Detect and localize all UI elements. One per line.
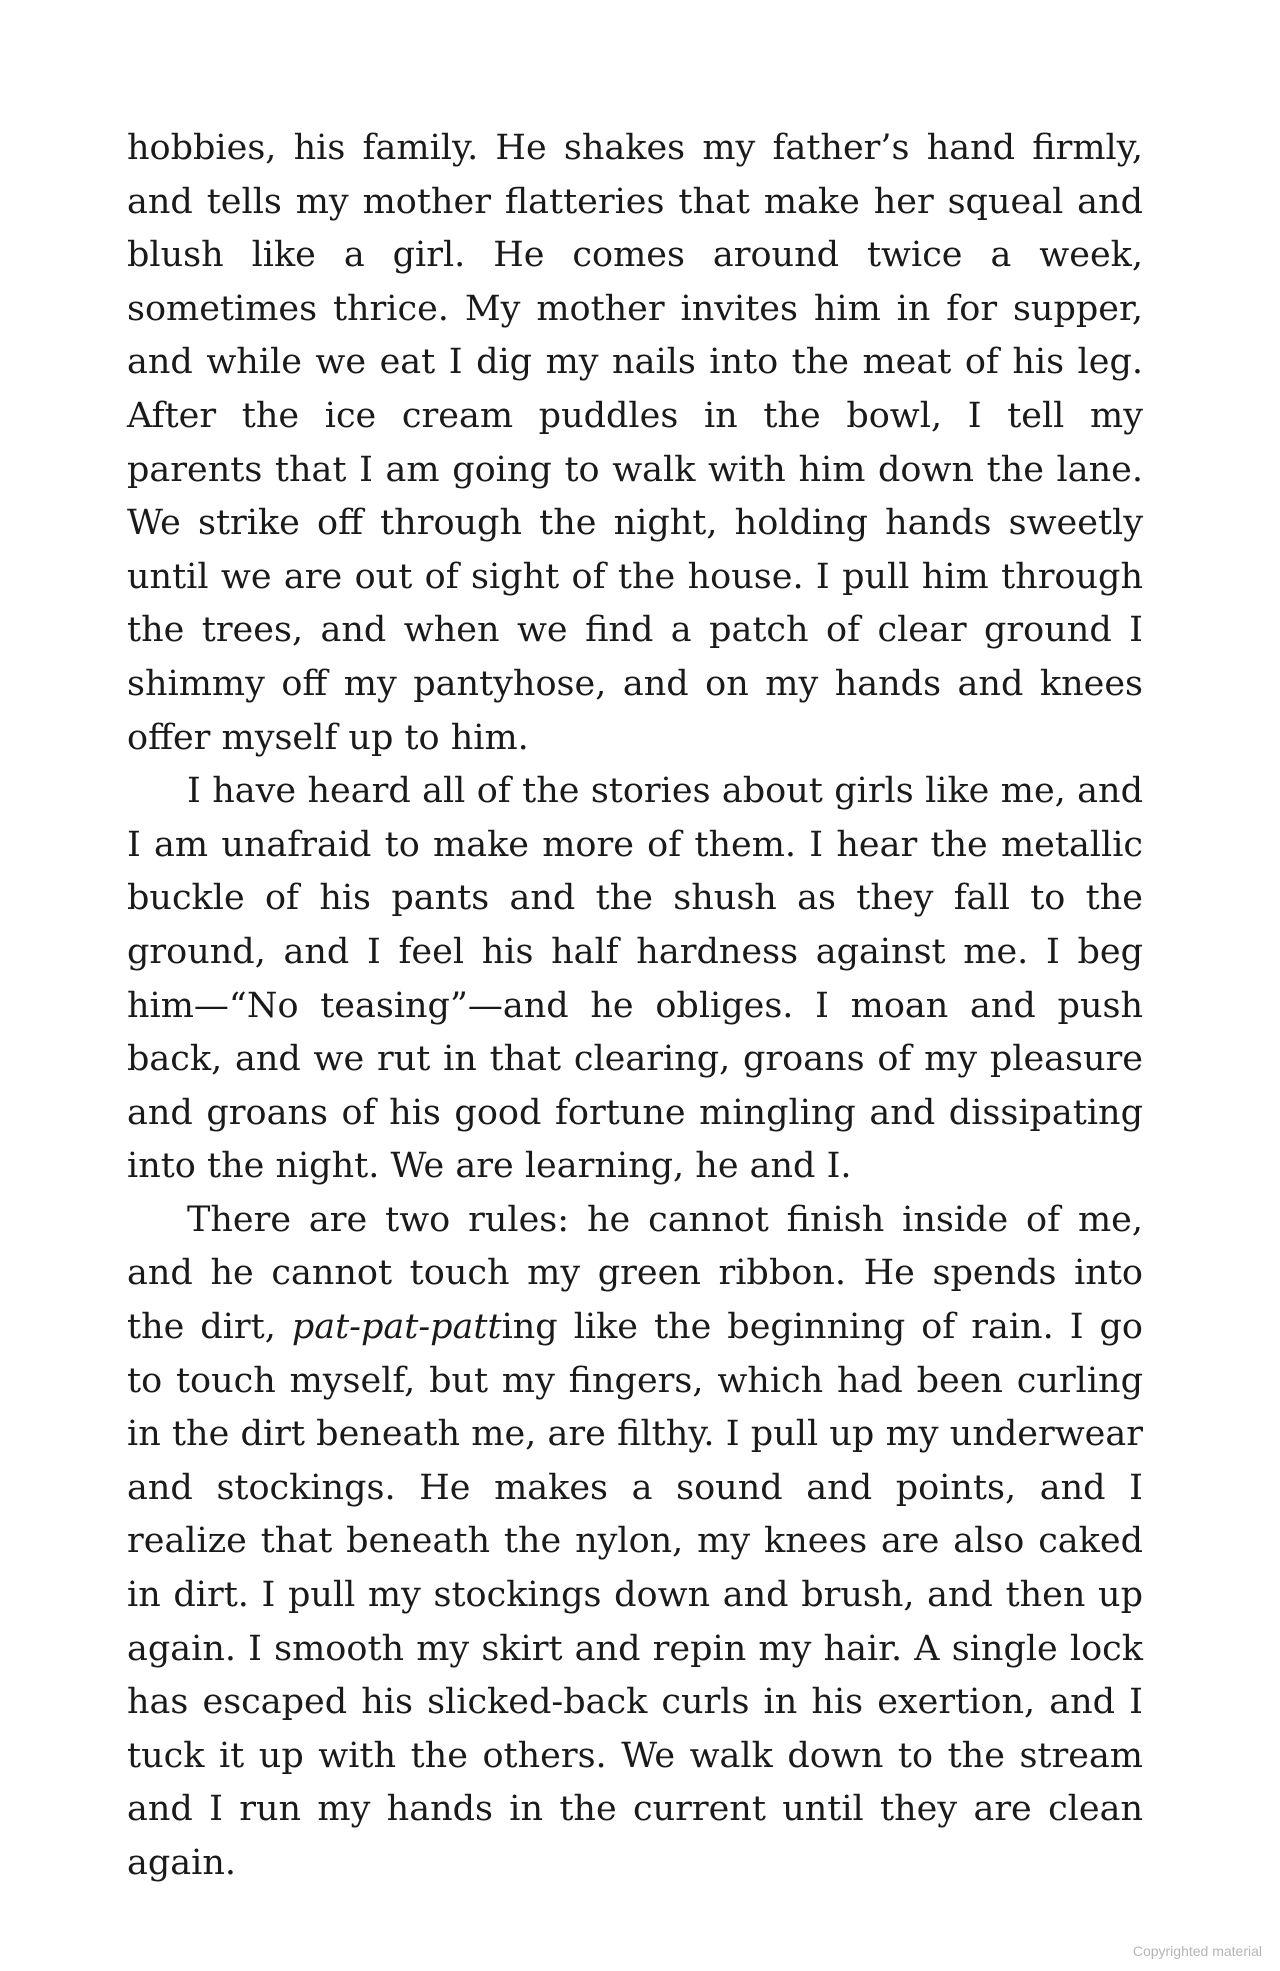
- paragraph-1: hobbies, his family. He shakes my father’s hand firmly, and tells my mother flatteries that make her squeal and blush like a girl. He comes around twice a week, sometimes thrice. My mother invites him in for supper, and while we eat I dig my nails into the meat of his leg. After the ice cream puddles in the bowl, I tell my parents that I am going to walk with him down the lane. We strike off through the night, holding hands sweetly until we are out of sight of the house. I pull him through the trees, and when we find a patch of clear ground I shimmy off my pantyhose, and on my hands and knees offer myself up to him.: [127, 128, 1143, 758]
- paragraph-3-part-2: ing like the beginning of rain. I go to touch myself, but my fingers, which had been curling in the dirt beneath me, are filthy. I pull up my underwear and stockings. He makes a sound and points, and I realize that beneath the nylon, my knees are also caked in dirt. I pull my stockings down and brush, and then up again. I smooth my skirt and repin my hair. A single lock has escaped his slicked-back curls in his exertion, and I tuck it up with the others. We walk down to the stream and I run my hands in the current until they are clean again.: [127, 1307, 1143, 1883]
- book-page-body: [127, 122, 1143, 1891]
- paragraph-3-italic: pat-pat-patt: [291, 1307, 502, 1348]
- paragraph-3-part-1: There are two rules: he cannot finish inside of me, and he cannot touch my green ribbon. He spends into the dirt,: [127, 1199, 1143, 1348]
- copyright-notice: Copyrighted material: [1132, 1943, 1262, 1959]
- paragraph-2: I have heard all of the stories about girls like me, and I am unafraid to make more of them. I hear the metallic buckle of his pants and the shush as they fall to the ground, and I feel his half hardness against me. I beg him—“No teasing”—and he obliges. I moan and push back, and we rut in that clearing, groans of my pleasure and groans of his good fortune mingling and dissipating into the night. We are learning, he and I.: [127, 771, 1143, 1187]
- paragraph-3: [127, 1194, 1143, 1891]
